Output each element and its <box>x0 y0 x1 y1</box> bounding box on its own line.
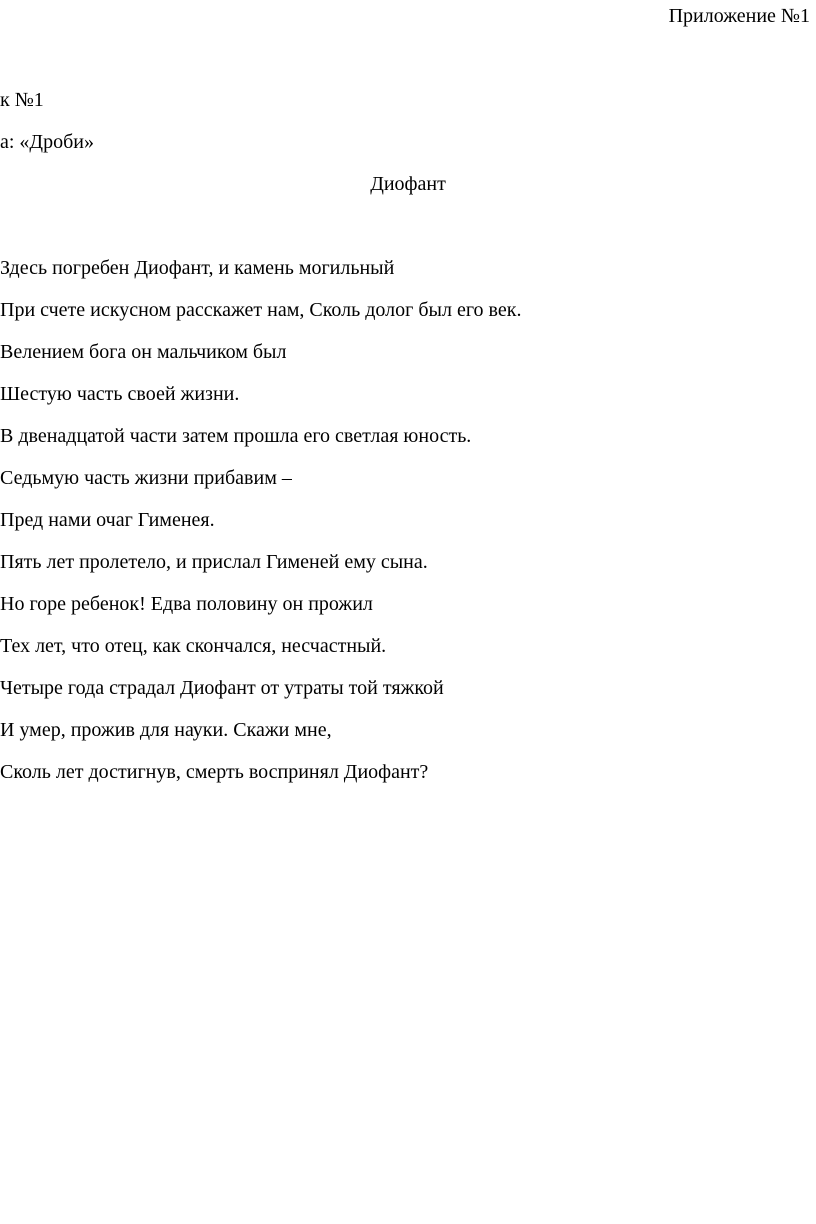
poem-line: Четыре года страдал Диофант от утраты той тяжкой <box>0 677 444 699</box>
poem-line: Тех лет, что отец, как скончался, несчастный. <box>0 635 387 657</box>
poem-line: Здесь погребен Диофант, и камень могильный <box>0 257 395 279</box>
poem-line: Пред нами очаг Гименея. <box>0 509 215 531</box>
poem-line: Пять лет пролетело, и прислал Гименей ему сына. <box>0 551 428 573</box>
poem-line: Сколь лет достигнув, смерть воспринял Диофант? <box>0 761 429 783</box>
poem-line: При счете искусном расскажет нам, Сколь долог был его век. <box>0 299 522 321</box>
poem-line: И умер, прожив для науки. Скажи мне, <box>0 719 332 741</box>
topic-label: а: «Дроби» <box>0 131 94 153</box>
poem-title: Диофант <box>370 173 446 195</box>
card-number: к №1 <box>0 89 44 111</box>
poem-line: В двенадцатой части затем прошла его светлая юность. <box>0 425 472 447</box>
poem-line: Но горе ребенок! Едва половину он прожил <box>0 593 373 615</box>
poem-line: Седьмую часть жизни прибавим – <box>0 467 292 489</box>
poem-body <box>0 254 521 800</box>
poem-line: Велением бога он мальчиком был <box>0 341 287 363</box>
appendix-label: Приложение №1 <box>668 5 810 27</box>
poem-line: Шестую часть своей жизни. <box>0 383 240 405</box>
